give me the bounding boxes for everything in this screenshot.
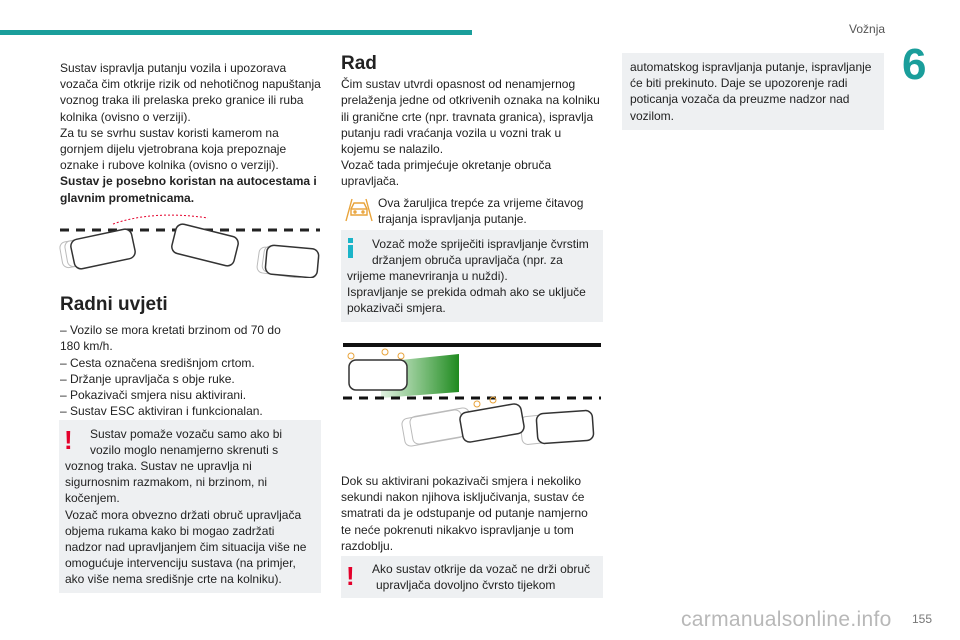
footer-watermark: carmanualsonline.info <box>681 608 892 631</box>
operation-section: Rad Čim sustav utvrdi opasnost od nenamjernog prelaženja jedne od otkrivenih oznaka na kolniku ili granične crte (npr. travnata granica), ispravlja putanju radi vraćanja vozila u vozni trak u kojemu se nalazilo. Vozač tada primjećuje okretanje obruča upravljača. <box>341 56 607 190</box>
warning-icon: ! <box>346 561 355 591</box>
warning-icon: ! <box>64 425 73 455</box>
chapter-number: 6 <box>902 40 927 89</box>
conditions-section: Radni uvjeti – Vozilo se mora kretati brzinom od 70 do 180 km/h. – Cesta označena središnjom crtom. – Držanje upravljača s obje ruke. – Pokazivači smjera nisu aktivirani. – Sustav ESC aktiviran i funkcionalan. <box>60 297 328 419</box>
lane-correction-illustration-1 <box>58 212 322 278</box>
lane-warning-lamp-icon <box>343 195 375 223</box>
page-number: 155 <box>912 612 933 626</box>
info-icon <box>348 238 353 243</box>
intro-text: Sustav ispravlja putanju vozila i upozorava vozača čim otkrije rizik od nehotičnog napuštanja voznog traka ili prelaska preko granice ili ruba kolnika (ovisno o verziji). Za tu se svrhu sustav koristi kamerom na gornjem dijelu vjetrobrana koja prepoznaje oznake i rubove kolnika (ovisno o verziji). Sustav je posebno koristan na autocestama i glavnim prometnicama. <box>60 61 321 205</box>
warning-box-continued: automatskog ispravljanja putanje, ispravljanje će biti prekinuto. Daje se upozorenje radi poticanja vozača da preuzme nadzor nad vozilom. <box>622 53 884 130</box>
operation-heading: Rad <box>341 53 377 74</box>
lane-correction-illustration-2 <box>341 342 603 454</box>
warning-box-2: ! Ako sustav otkrije da vozač ne drži obruč upravljača dovoljno čvrsto tijekom <box>341 556 603 598</box>
lamp-description: Ova žaruljica trepće za vrijeme čitavog trajanja ispravljanja putanje. <box>378 196 584 227</box>
indicator-text: Dok su aktivirani pokazivači smjera i nekoliko sekundi nakon njihova isključivanja, sustav će smatrati da je odstupanje od putanje namjerno te neće pokrenuti nikakvo ispravljanje u tom razdoblju. <box>341 474 588 553</box>
conditions-heading: Radni uvjeti <box>60 294 168 315</box>
info-box: Vozač može spriječiti ispravljanje čvrstim držanjem obruča upravljača (npr. za vrijeme manevriranja u nuždi). Ispravljanje se prekida odmah ako se uključe pokazivači smjera. <box>341 230 603 322</box>
header-accent-bar <box>0 30 472 35</box>
section-title: Vožnja <box>849 22 886 36</box>
warning-box-1: ! Sustav pomaže vozaču samo ako bi vozilo moglo nenamjerno skrenuti s voznog traka. Sustav ne upravlja ni sigurnosnim razmakom, ni brzinom, ni kočenjem. Vozač mora obvezno držati obruč upravljača objema rukama kako bi mogao zadržati nadzor nad upravljanjem čim situacija više ne omogućuje intervenciju sustava (na primjer, ako više nema središnje crte na kolniku). <box>59 420 321 593</box>
